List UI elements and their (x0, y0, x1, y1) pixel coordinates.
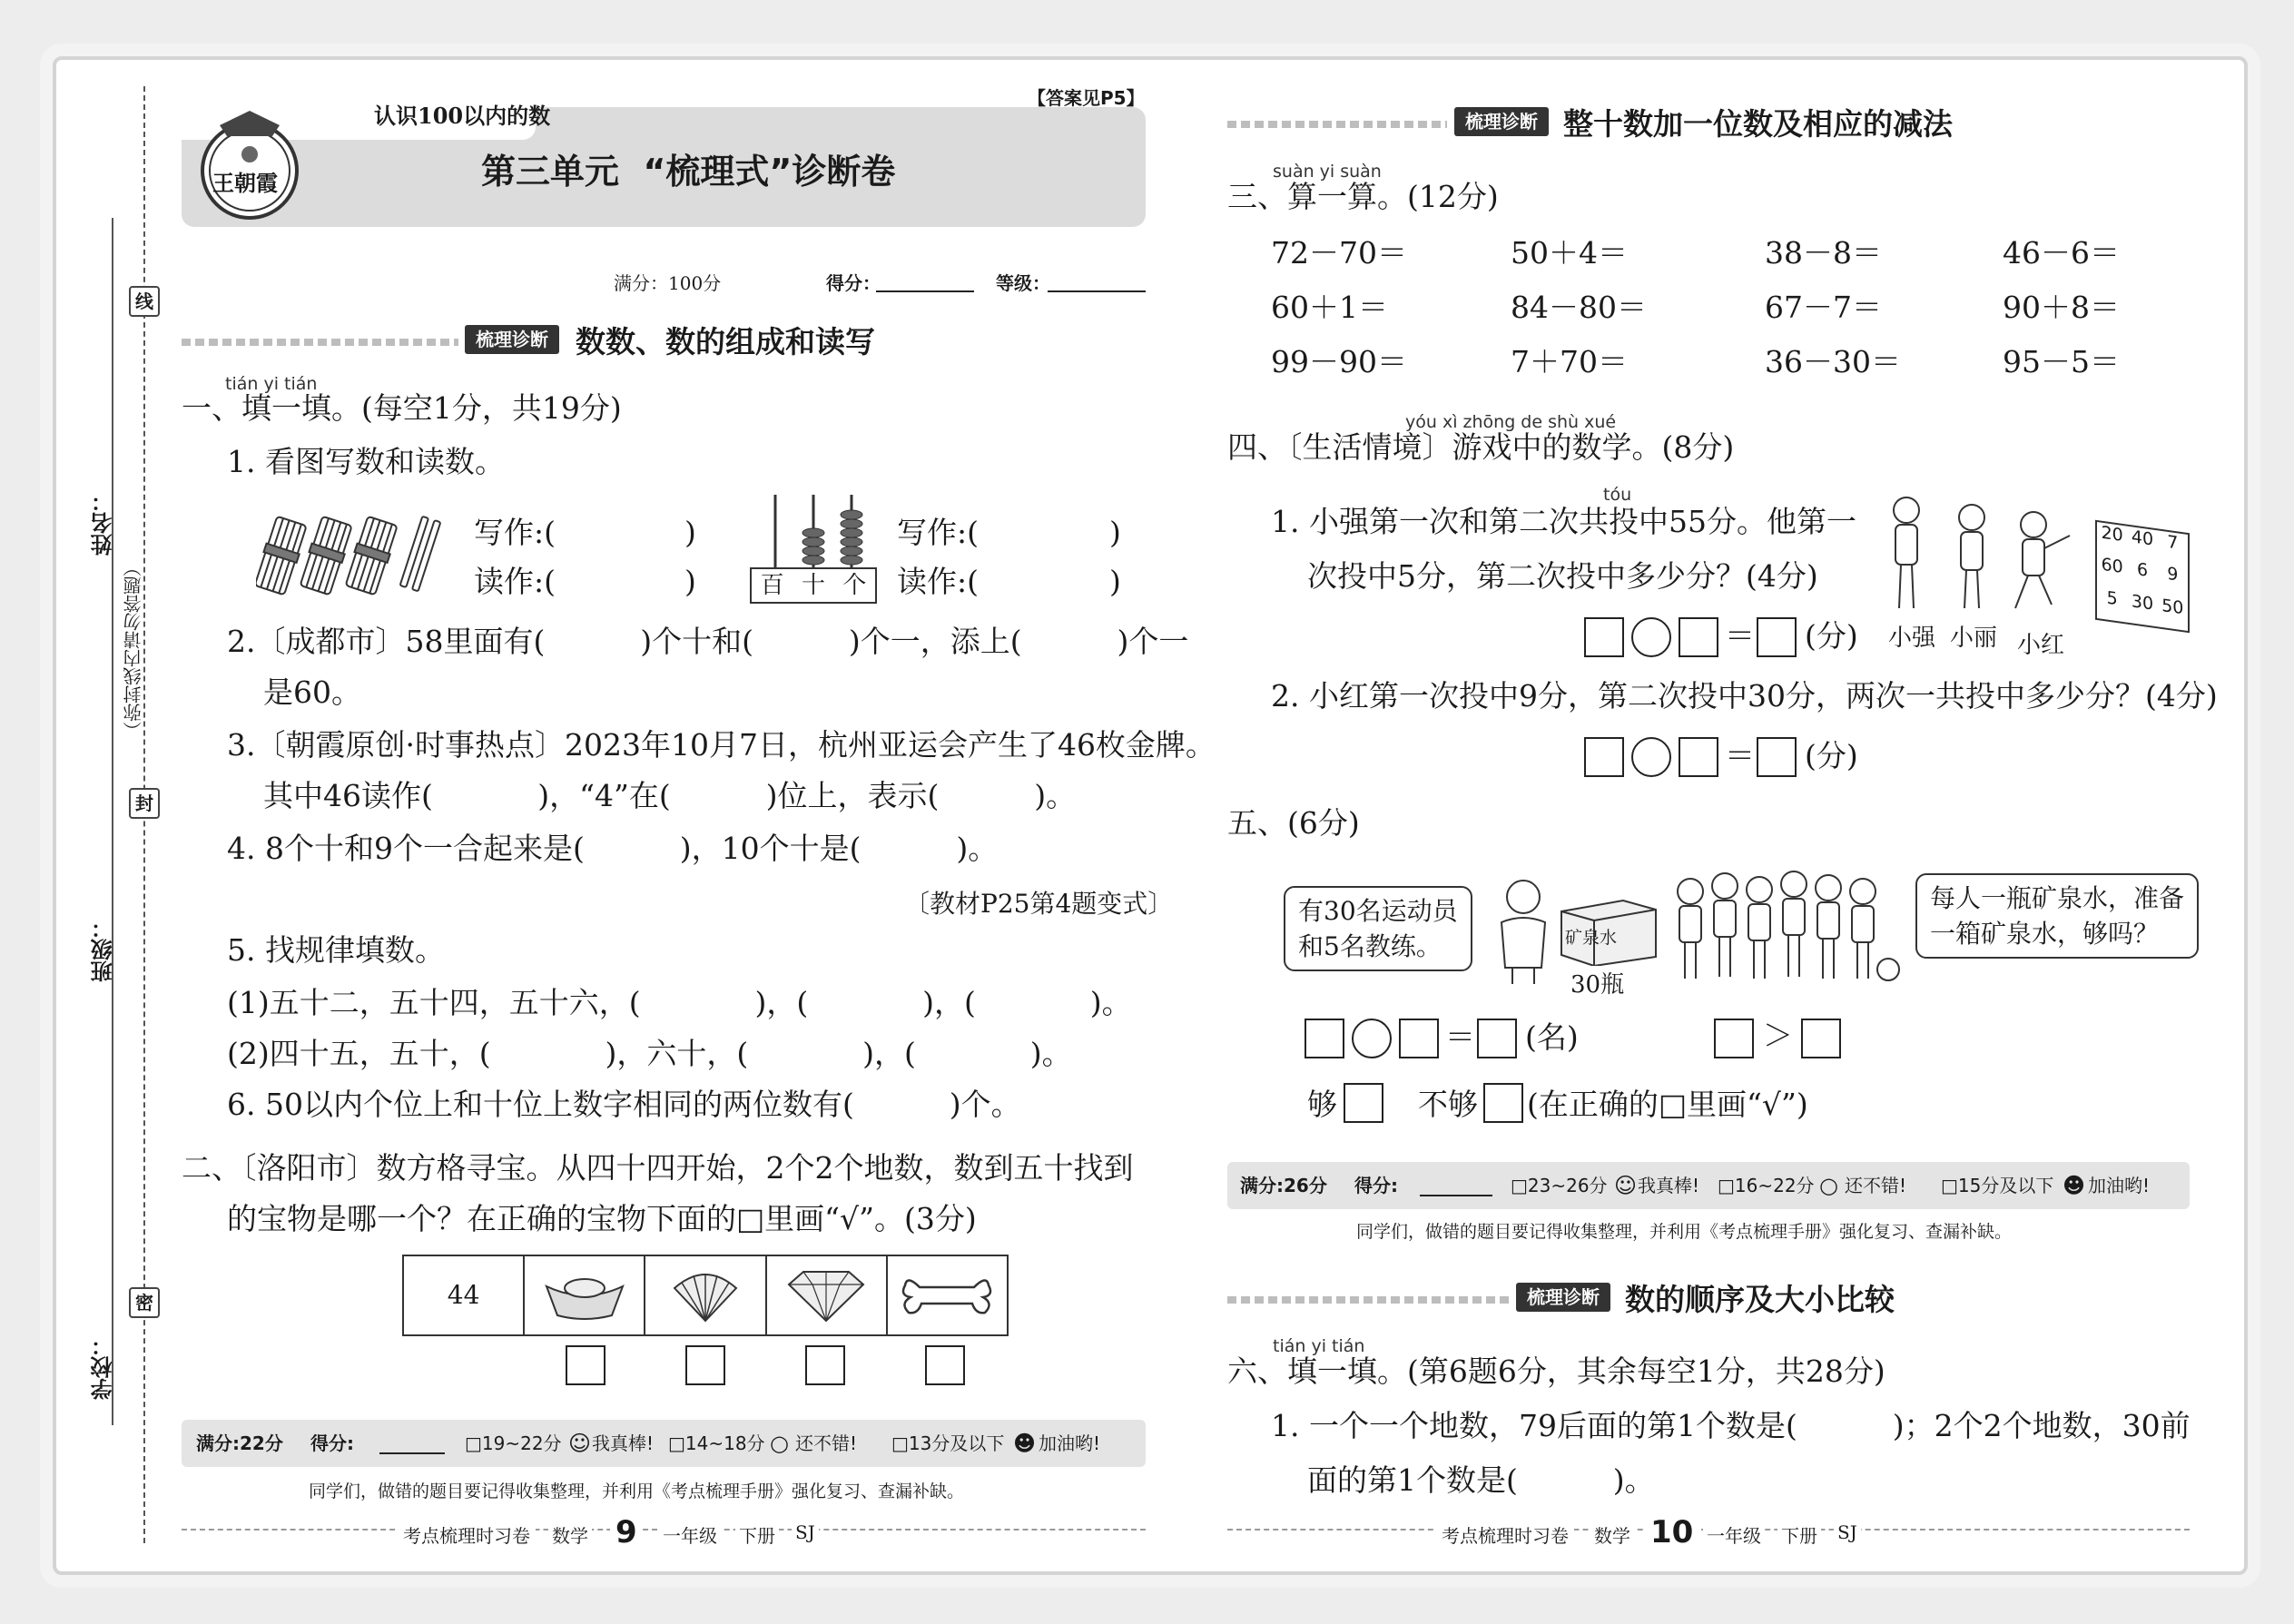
score-bar-opt1: □19~22分 (465, 1432, 562, 1454)
coach-illustration (1487, 877, 1560, 986)
score-bar-opt1-text: 我真棒! (1638, 1175, 1700, 1196)
part6-heading: 六、填一填。(第6题6分，其余每空1分，共28分) (1227, 1353, 1885, 1389)
score-bar-input[interactable] (379, 1452, 445, 1454)
part1-heading: 一、填一填。(每空1分，共19分) (182, 390, 622, 426)
treasure-start-cell: 44 (404, 1256, 525, 1334)
p5-box1[interactable] (1305, 1019, 1344, 1058)
score-bar-score-label: 得分: (310, 1432, 354, 1454)
left-footer-book: 考点梳理时习卷 (398, 1521, 536, 1548)
abacus-label-hundreds: 百 (760, 572, 784, 599)
score-bar-full: 满分:22分 (196, 1432, 283, 1454)
read-label-2: 读作:( (897, 564, 979, 599)
seal-char-mi: 密 (129, 1287, 160, 1318)
score-bar-opt3-text: 加油哟! (2088, 1175, 2151, 1196)
p5-instruction: (在正确的□里画“√”) (1527, 1087, 1808, 1122)
p4-q2-unit: (分) (1805, 738, 1858, 773)
exam-title: 第三单元 “梳理式”诊断卷 (481, 152, 896, 192)
water-box-label: 矿泉水 (1565, 928, 1618, 948)
abacus-label-tens: 十 (801, 572, 825, 599)
calc-r1c1: 72－70＝ (1271, 235, 1407, 271)
p5-not-enough-box[interactable] (1483, 1083, 1523, 1123)
athletes-group-illustration (1670, 864, 1903, 986)
write-label-2: 写作:( (897, 515, 979, 550)
p5-operator-circle[interactable] (1352, 1019, 1392, 1058)
q5-sub1: (1)五十二，五十四，五十六，( )，( )，( )。 (227, 985, 1132, 1020)
bubble-left-line1: 有30名运动员 (1298, 896, 1458, 926)
kids-throwing-illustration (1888, 490, 2197, 659)
calc-r2c4: 90＋8＝ (2003, 290, 2120, 325)
treasure-grid (402, 1255, 1009, 1336)
part3-heading: 三、算一算。(12分) (1227, 179, 1499, 214)
calc-r1c2: 50＋4＝ (1511, 235, 1628, 271)
bone-icon (888, 1256, 1007, 1334)
bottle-count: 30瓶 (1570, 971, 1625, 999)
cheer-icon: ☻ (2063, 1173, 2086, 1198)
p4-q1-unit: (分) (1805, 618, 1858, 654)
pinyin-youxi: yóu xì zhōng de shù xué (1405, 412, 1617, 432)
score-bar-left (182, 1420, 1146, 1467)
section-bar-order (1227, 1280, 2190, 1316)
q5-sub2: (2)四十五，五十，( )，六十，( )，( )。 (227, 1036, 1072, 1071)
face-icon: ○ (1819, 1173, 1838, 1198)
board-cell: 5 (2106, 587, 2118, 609)
kid-label-xiaoqiang: 小强 (1888, 625, 1936, 652)
section-title: 数的顺序及大小比较 (1625, 1282, 1895, 1317)
read-paren-1: ) (684, 564, 696, 599)
write-paren-1: ) (684, 515, 696, 550)
score-label: 得分： (826, 272, 881, 294)
section-tag: 梳理诊断 (1454, 107, 1549, 136)
p5-enough-box[interactable] (1344, 1083, 1383, 1123)
grade-input[interactable] (1048, 290, 1146, 292)
part2-line2: 的宝物是哪一个？在正确的宝物下面的□里画“√”。(3分) (227, 1201, 977, 1236)
p4-q1-line2: 次投中5分，第二次投中多少分？(4分) (1307, 558, 1818, 594)
grade-label: 等级： (996, 272, 1050, 294)
p4-q2-equals: ＝ (1725, 738, 1755, 773)
read-paren-2: ) (1109, 564, 1121, 599)
right-footer-note: 同学们，做错的题目要记得收集整理，并利用《考点梳理手册》强化复习、查漏补缺。 (1356, 1222, 2013, 1242)
score-bar-opt2-text: 还不错! (795, 1432, 858, 1454)
p6-q1-line2: 面的第1个数是( )。 (1307, 1462, 1655, 1498)
calc-r2c1: 60＋1＝ (1271, 290, 1388, 325)
score-input[interactable] (876, 290, 974, 292)
write-paren-2: ) (1109, 515, 1121, 550)
seal-warning: （弥封线内请勿答题） (123, 558, 144, 740)
q4-textbook-ref: 〔教材P25第4题变式〕 (904, 889, 1174, 919)
p4-q2-operator-circle[interactable] (1631, 737, 1671, 777)
school-label: 学校： (91, 1334, 116, 1400)
score-bar-input[interactable] (1420, 1195, 1492, 1196)
right-footer-subject: 数学 (1590, 1521, 1634, 1548)
diamond-icon (767, 1256, 888, 1334)
read-label-1: 读作:( (474, 564, 556, 599)
p4-q1-equals: ＝ (1725, 618, 1755, 654)
section-tag: 梳理诊断 (465, 325, 559, 354)
calc-r2c3: 67－7＝ (1765, 290, 1882, 325)
speech-bubble-left (1284, 886, 1472, 971)
pinyin-tianyitian: tián yi tián (225, 374, 318, 394)
cheer-icon: ☻ (1013, 1431, 1037, 1456)
smile-icon: ☺ (1614, 1173, 1638, 1198)
p5-unit: (名) (1525, 1019, 1579, 1055)
logo-text: 王朝霞 (212, 170, 278, 196)
board-cell: 30 (2131, 590, 2154, 615)
score-bar-opt2: □16~22分 (1718, 1175, 1815, 1196)
write-label-1: 写作:( (474, 515, 556, 550)
score-bar-opt1-text: 我真棒! (592, 1432, 655, 1454)
left-footer-volume: 下册 (735, 1521, 779, 1548)
smile-icon: ☺ (568, 1431, 592, 1456)
calc-r3c2: 7＋70＝ (1511, 344, 1628, 379)
binding-line (112, 218, 113, 1425)
p4-q2-text: 2. 小红第一次投中9分，第二次投中30分，两次一共投中多少分？(4分) (1271, 678, 2218, 714)
section-bar-counting (182, 322, 1146, 359)
answer-box-bone[interactable] (925, 1345, 965, 1385)
publisher-logo (200, 109, 300, 221)
kid-label-xiaoli: 小丽 (1950, 625, 1998, 652)
abacus-label-ones: 个 (842, 572, 867, 599)
board-cell: 7 (2167, 531, 2179, 554)
right-footer-grade: 一年级 (1703, 1521, 1765, 1548)
part2-line1: 二、〔洛阳市〕数方格寻宝。从四十四开始，2个2个地数，数到五十找到 (182, 1150, 1134, 1186)
right-footer-edition: SJ (1834, 1521, 1861, 1543)
calc-r3c4: 95－5＝ (2003, 344, 2120, 379)
p4-q2-box1[interactable] (1584, 737, 1624, 777)
p4-q1-box2[interactable] (1679, 617, 1718, 657)
full-score: 满分：100分 (614, 272, 722, 294)
q2-line1: 2.〔成都市〕58里面有( )个十和( )个一，添上( )个一 (227, 624, 1189, 659)
score-board (2095, 520, 2190, 634)
score-bar-opt1: □23~26分 (1511, 1175, 1608, 1196)
q3-line2: 其中46读作( )，“4”在( )位上，表示( )。 (263, 778, 1077, 813)
q4-text: 4. 8个十和9个一合起来是( )，10个十是( )。 (227, 831, 999, 866)
calc-r1c3: 38－8＝ (1765, 235, 1882, 271)
part5-heading: 五、(6分) (1227, 805, 1360, 841)
score-bar-opt3: □13分及以下 (891, 1432, 1005, 1454)
ingot-icon (525, 1256, 645, 1334)
q2-line2: 是60。 (263, 674, 361, 710)
p4-q1-box1[interactable] (1584, 617, 1624, 657)
p4-q1-result-box[interactable] (1757, 617, 1797, 657)
score-bar-opt3: □15分及以下 (1941, 1175, 2054, 1196)
section-title: 整十数加一位数及相应的减法 (1563, 106, 1953, 142)
shell-icon (645, 1256, 766, 1334)
p6-q1-line1: 1. 一个一个地数，79后面的第1个数是( )；2个2个地数，30前 (1271, 1408, 2191, 1443)
p5-not-enough-label: 不够 (1418, 1087, 1478, 1122)
p5-result-box[interactable] (1477, 1019, 1517, 1058)
p5-greater-than: ＞ (1763, 1018, 1793, 1053)
name-label: 姓名： (91, 490, 116, 556)
score-bar-full: 满分:26分 (1240, 1175, 1327, 1196)
board-cell: 9 (2167, 564, 2179, 586)
p5-compare-box2[interactable] (1801, 1019, 1841, 1058)
pinyin-suanyisuan: suàn yi suàn (1273, 162, 1382, 182)
part4-heading: 四、〔生活情境〕游戏中的数学。(8分) (1227, 429, 1735, 465)
calc-r3c3: 36－30＝ (1765, 344, 1901, 379)
right-footer-volume: 下册 (1777, 1521, 1821, 1548)
face-icon: ○ (770, 1431, 789, 1456)
abacus-image (750, 495, 877, 605)
left-footer-grade: 一年级 (659, 1521, 721, 1548)
q5-text: 5. 找规律填数。 (227, 932, 445, 968)
board-cell: 6 (2136, 559, 2149, 582)
score-bar-right (1227, 1162, 2190, 1209)
answer-box-shell[interactable] (685, 1345, 725, 1385)
seal-char-xian: 线 (129, 286, 160, 317)
answer-box-diamond[interactable] (805, 1345, 845, 1385)
p5-enough-label: 够 (1307, 1087, 1337, 1122)
board-cell: 20 (2101, 522, 2123, 546)
p4-q1-line1: 1. 小强第一次和第二次共投中55分。他第一 (1271, 504, 1856, 539)
board-cell: 50 (2161, 595, 2184, 619)
calc-r3c1: 99－90＝ (1271, 344, 1407, 379)
speech-bubble-right (1915, 873, 2199, 959)
p5-box2[interactable] (1399, 1019, 1439, 1058)
q3-line1: 3.〔朝霞原创·时事热点〕2023年10月7日，杭州亚运会产生了46枚金牌。 (227, 727, 1216, 763)
water-box-illustration (1560, 893, 1658, 966)
bubble-right-line2: 一箱矿泉水，够吗？ (1930, 919, 2160, 950)
p4-q2-box2[interactable] (1679, 737, 1718, 777)
section-title: 数数、数的组成和读写 (576, 324, 875, 359)
p5-compare-box1[interactable] (1714, 1019, 1754, 1058)
answer-reference: 【答案见P5】 (1028, 87, 1145, 109)
score-bar-score-label: 得分: (1354, 1175, 1398, 1196)
score-bar-opt2: □14~18分 (668, 1432, 765, 1454)
p4-q2-result-box[interactable] (1757, 737, 1797, 777)
section-bar-tens (1227, 104, 2190, 141)
calc-r2c2: 84－80＝ (1511, 290, 1647, 325)
board-cell: 60 (2101, 554, 2123, 578)
calc-r1c4: 46－6＝ (2003, 235, 2120, 271)
answer-box-ingot[interactable] (566, 1345, 605, 1385)
left-page-number: 9 (610, 1514, 643, 1550)
score-bar-opt2-text: 还不错! (1845, 1175, 1907, 1196)
exam-sheet (53, 56, 2248, 1575)
bubble-left-line2: 和5名教练。 (1298, 931, 1442, 962)
p4-q1-operator-circle[interactable] (1631, 617, 1671, 657)
right-page-number: 10 (1645, 1514, 1698, 1550)
stick-bundles-image (256, 516, 467, 597)
score-bar-opt3-text: 加油哟! (1039, 1432, 1101, 1454)
left-footer-note: 同学们，做错的题目要记得收集整理，并利用《考点梳理手册》强化复习、查漏补缺。 (309, 1481, 965, 1501)
pinyin-tou: tóu (1603, 485, 1632, 505)
class-label: 班级： (91, 917, 116, 982)
unit-subtitle: 认识100以内的数 (374, 103, 551, 129)
left-footer-edition: SJ (792, 1521, 819, 1543)
section-tag: 梳理诊断 (1516, 1283, 1610, 1312)
pinyin-tianyitian: tián yi tián (1273, 1336, 1365, 1356)
q1-text: 1. 看图写数和读数。 (227, 444, 505, 479)
q6-text: 6. 50以内个位上和十位上数字相同的两位数有( )个。 (227, 1087, 1021, 1122)
right-footer-book: 考点梳理时习卷 (1436, 1521, 1574, 1548)
bubble-right-line1: 每人一瓶矿泉水，准备 (1930, 883, 2185, 913)
kid-label-xiaohong: 小红 (2017, 632, 2065, 659)
board-cell: 40 (2131, 527, 2154, 550)
seal-char-feng: 封 (129, 788, 160, 819)
left-footer-subject: 数学 (548, 1521, 592, 1548)
